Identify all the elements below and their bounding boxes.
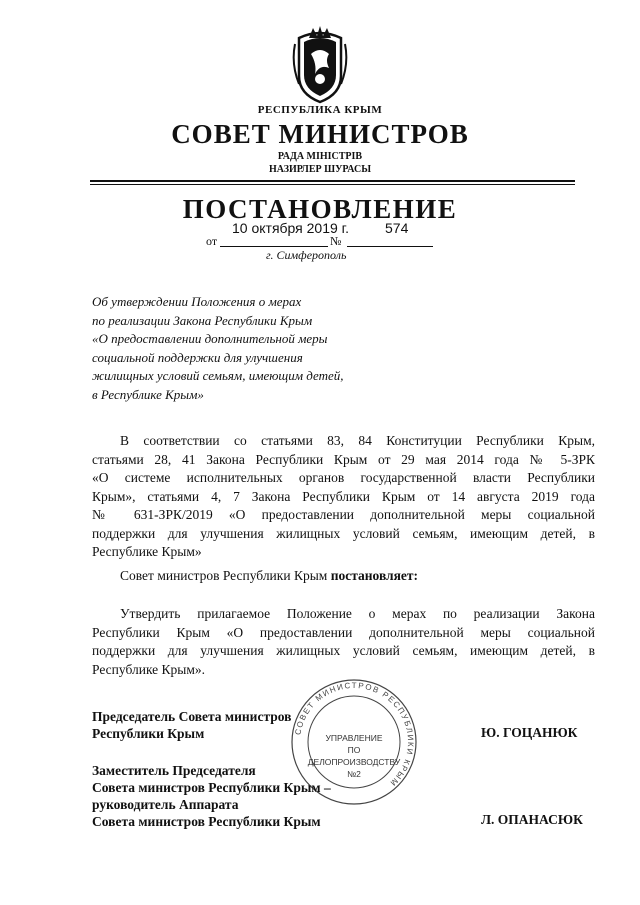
paragraph-line: «О системе исполнительных органов государственной власти Республики <box>92 470 595 485</box>
number-label: № <box>330 234 342 248</box>
decree-title <box>92 293 422 404</box>
paragraph-line: Утвердить прилагаемое Положение о мерах по реализации Закона <box>120 606 595 621</box>
stamp-line: УПРАВЛЕНИЕ <box>325 733 383 743</box>
crimea-coat-of-arms-emblem <box>291 24 349 104</box>
paragraph-line: поддержки для улучшения жилищных условий семьям, имеющим детей, в <box>92 643 595 658</box>
chair-signature-block <box>92 708 291 742</box>
title-line: Об утверждении Положения о мерах <box>92 294 302 309</box>
council-name-ukrainian: РАДА МІНІСТРІВ <box>277 151 363 162</box>
paragraph-line: Крым», статьями 4, 7 Закона Республики Крым от 14 августа 2019 года <box>92 488 595 504</box>
resolution-keyword: постановляет: <box>330 568 419 583</box>
date-underline <box>220 246 328 247</box>
title-line: «О предоставлении дополнительной меры <box>92 331 328 346</box>
preamble-paragraph <box>92 432 595 562</box>
signature-line: Заместитель Председателя <box>92 763 256 778</box>
document-type-heading: ПОСТАНОВЛЕНИЕ <box>182 194 458 224</box>
signature-line: Председатель Совета министров <box>92 709 292 724</box>
signature-line: Совета министров Республики Крым <box>92 814 321 829</box>
title-line: в Республике Крым» <box>92 386 204 402</box>
signature-line: Республики Крым <box>92 726 205 741</box>
paragraph-line: поддержки для улучшения жилищных условий семьям, имеющим детей, в <box>92 525 595 541</box>
paragraph-line: статьями 28, 41 Закона Республики Крым от 29 мая 2014 года № 5-ЗРК <box>92 451 595 467</box>
number-underline <box>347 246 433 247</box>
city-label: г. Симферополь <box>266 248 347 262</box>
decree-number: 574 <box>385 220 409 236</box>
title-line: жилищных условий семьям, имеющим детей, <box>92 368 344 383</box>
council-heading: СОВЕТ МИНИСТРОВ <box>171 119 469 149</box>
stamp-ring-text: СОВЕТ МИНИСТРОВ РЕСПУБЛИКИ КРЫМ <box>293 680 416 789</box>
approval-paragraph <box>92 605 595 679</box>
header-divider-thick <box>90 180 575 182</box>
paragraph-line: Республике Крым». <box>92 661 206 677</box>
paragraph-line: Республике Крым» <box>92 544 202 559</box>
council-name-crimean-tatar: НАЗИРЛЕР ШУРАСЫ <box>268 164 372 175</box>
stamp-line: ДЕЛОПРОИЗВОДСТВУ <box>307 757 401 767</box>
date-label: от <box>206 234 218 248</box>
title-line: по реализации Закона Республики Крым <box>92 312 313 328</box>
resolution-paragraph <box>120 568 418 584</box>
paragraph-line: Республики Крым «О предоставлении дополнительной меры социальной <box>92 624 595 640</box>
header-divider-thin <box>90 184 575 185</box>
chair-name: Ю. ГОЦАНЮК <box>481 725 578 740</box>
signature-line: Совета министров Республики Крым – <box>92 780 331 795</box>
resolution-text: Совет министров Республики Крым <box>120 568 331 583</box>
paragraph-line: В соответствии со статьями 83, 84 Конституции Республики Крым, <box>120 433 595 448</box>
paragraph-line: № 631-ЗРК/2019 «О предоставлении дополнительной меры социальной <box>92 507 595 522</box>
stamp-line: ПО <box>347 745 361 755</box>
deputy-name: Л. ОПАНАСЮК <box>481 812 583 827</box>
deputy-signature-block <box>92 762 331 830</box>
stamp-line: №2 <box>347 769 361 779</box>
republic-heading: РЕСПУБЛИКА КРЫМ <box>257 104 383 116</box>
decree-date: 10 октября 2019 г. <box>232 220 349 236</box>
title-line: социальной поддержки для улучшения <box>92 349 303 365</box>
signature-line: руководитель Аппарата <box>92 797 239 812</box>
